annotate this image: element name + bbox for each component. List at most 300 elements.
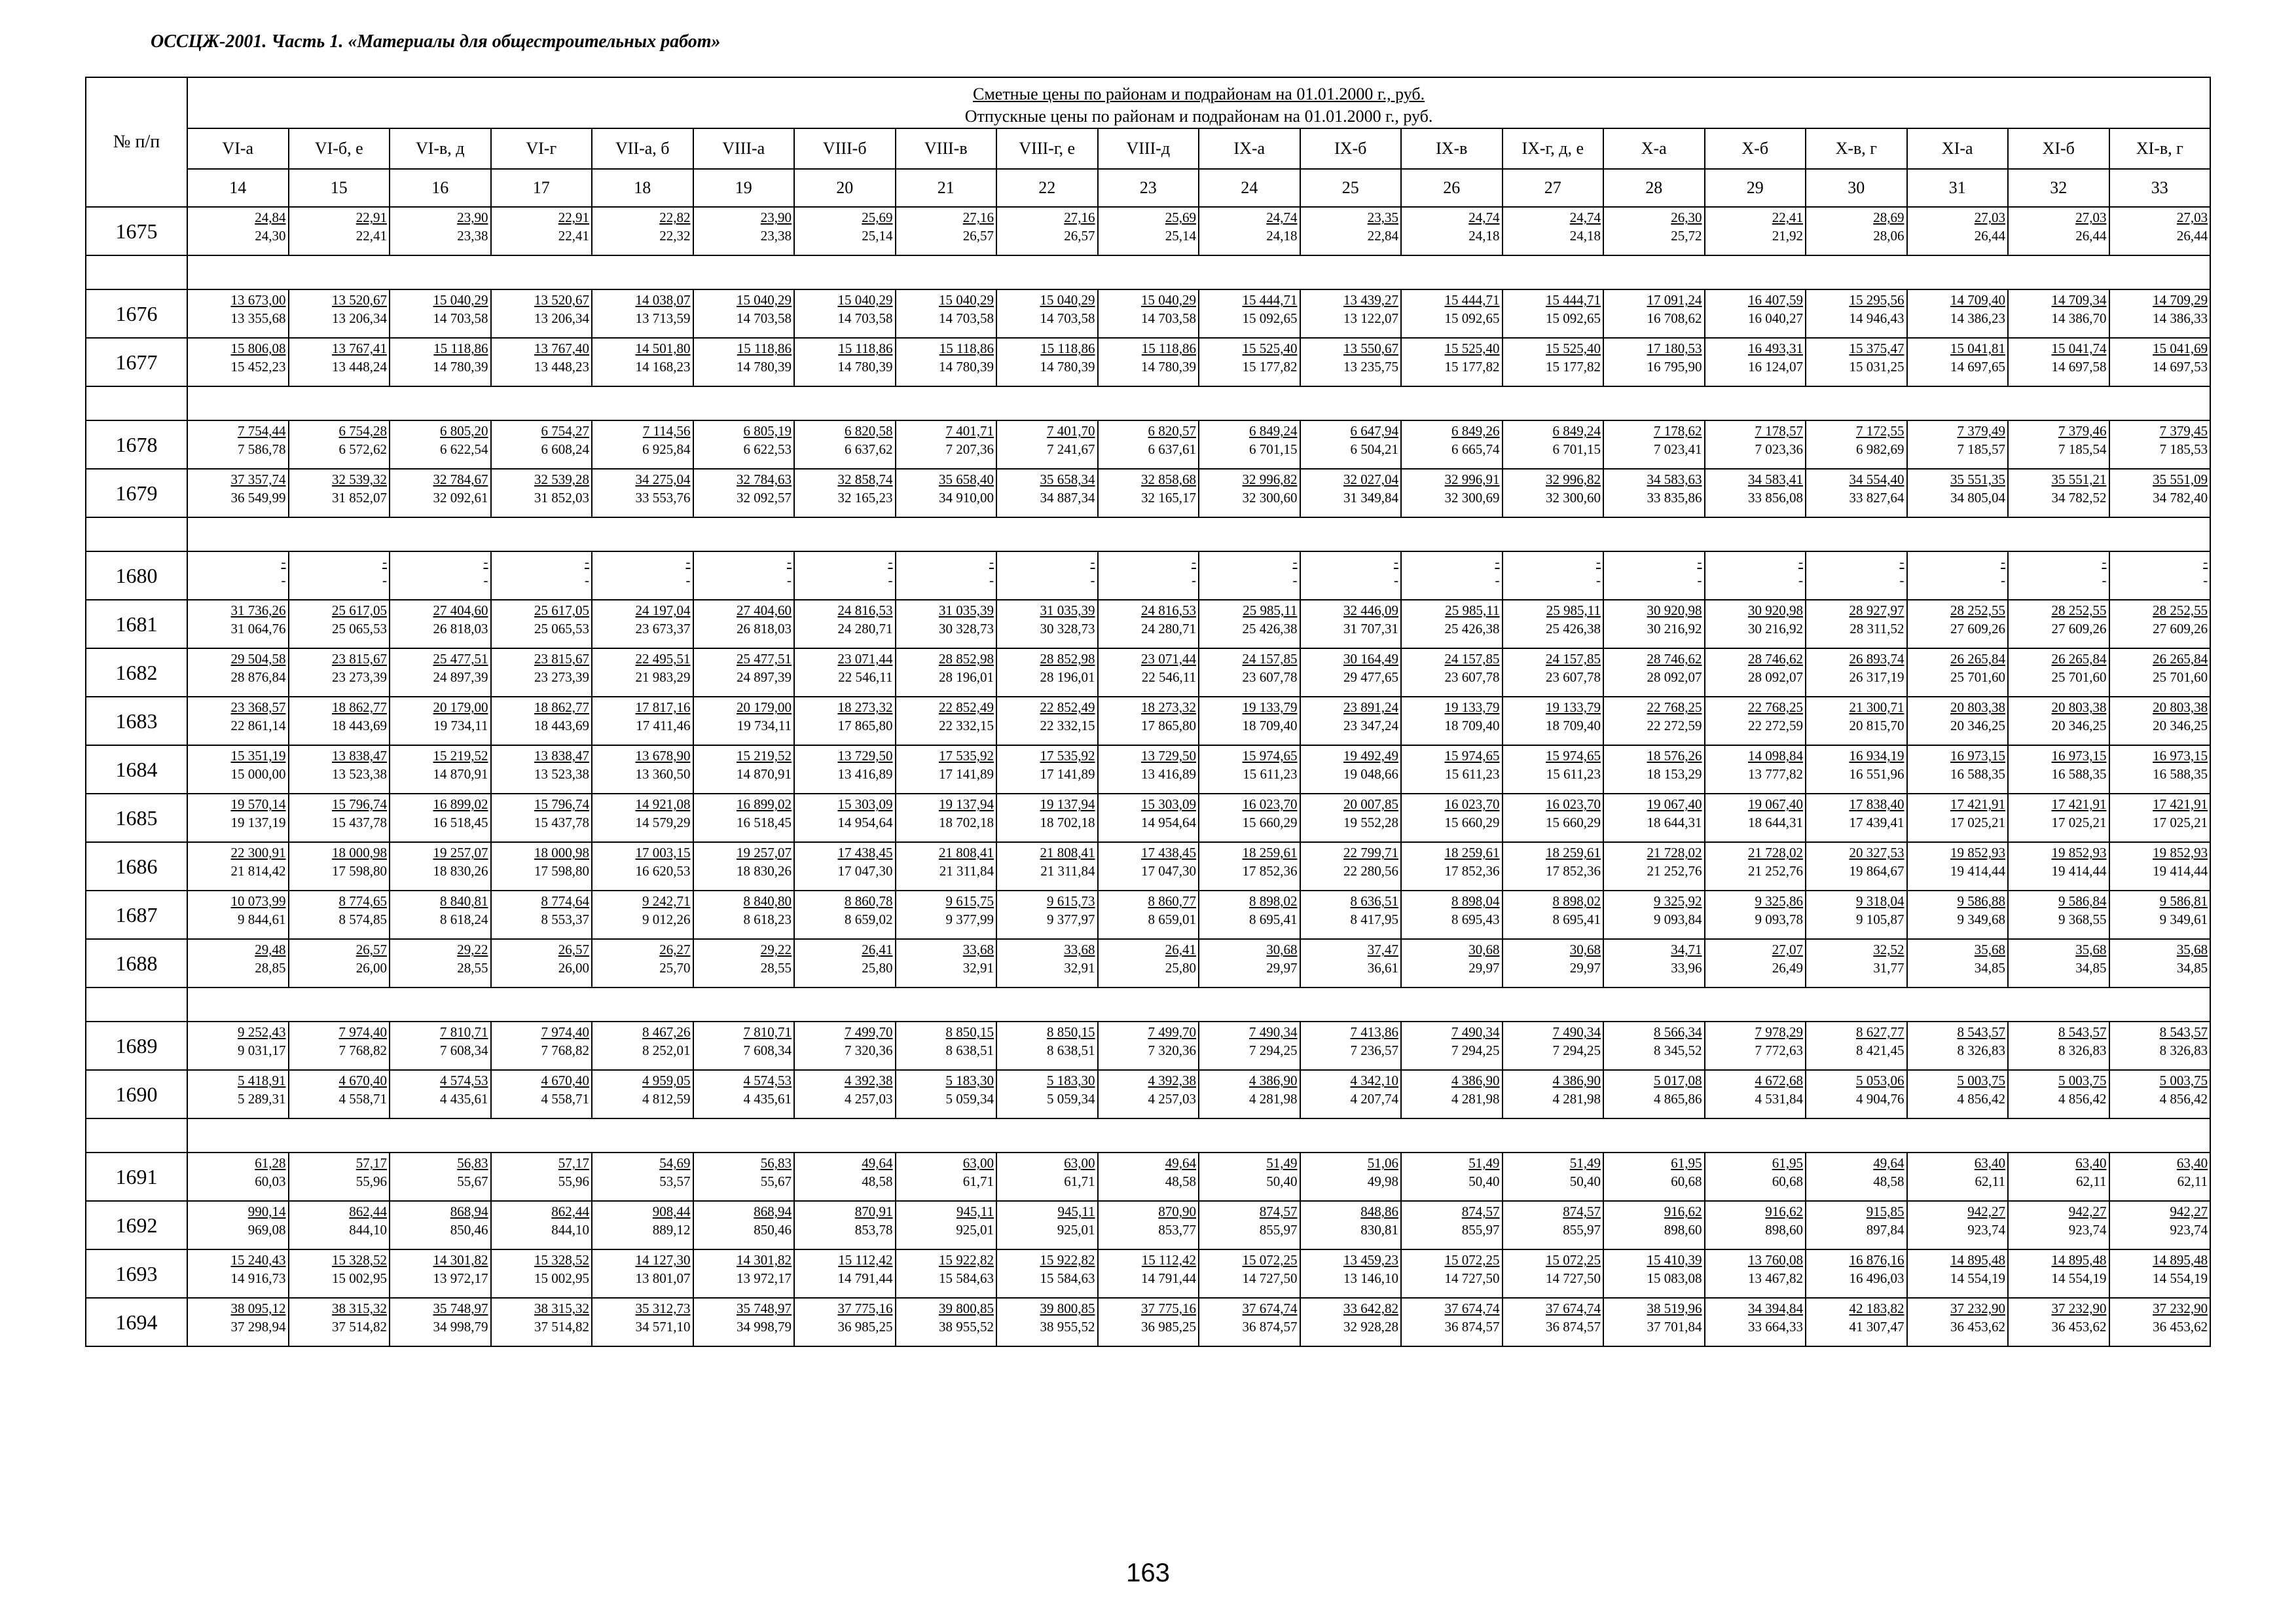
release-price: 23 607,78 [1444,669,1500,685]
release-price: 23 273,39 [332,669,387,685]
estimated-price: 16 973,15 [1950,748,2005,764]
price-cell [1806,939,1907,987]
estimated-price: 31 035,39 [939,602,994,618]
estimated-price: 34 394,84 [1748,1301,1803,1316]
price-cell [996,939,1098,987]
release-price: 8 638,51 [945,1043,994,1058]
estimated-price: 8 543,57 [2159,1024,2208,1040]
price-cell [2008,842,2109,891]
price-cell [187,648,289,697]
blank-row [86,987,2210,1022]
price-cell [390,1153,491,1201]
release-price: 4 856,42 [2058,1091,2107,1107]
price-cell [693,697,795,745]
price-cell [187,697,289,745]
estimated-price: 19 133,79 [1444,699,1500,715]
estimated-price: 32 027,04 [1343,471,1398,487]
price-cell [1401,745,1503,794]
row-number: 1688 [86,939,187,987]
price-cell [390,469,491,517]
release-price: 16 795,90 [1647,359,1702,375]
price-cell [1503,420,1604,469]
price-cell [693,551,795,600]
price-cell [1300,600,1402,648]
price-cell [896,697,997,745]
release-price: 36 985,25 [1141,1319,1196,1335]
estimated-price: 13 838,47 [332,748,387,764]
price-cell [1603,1153,1705,1201]
release-price: 7 768,82 [541,1043,589,1058]
price-cell [491,551,592,600]
release-price: 14 727,50 [1242,1270,1298,1286]
release-price: 24,18 [1569,228,1601,244]
release-price: 23 347,24 [1343,718,1398,733]
release-price: 13 235,75 [1343,359,1398,375]
release-price: 24,18 [1468,228,1500,244]
price-cell [491,1022,592,1070]
price-cell [1806,551,1907,600]
price-cell [794,939,896,987]
price-cell [896,289,997,338]
price-cell [1806,891,1907,939]
price-cell [2109,842,2211,891]
price-cell [592,207,693,255]
price-cell [1401,1201,1503,1249]
region-header: VII-а, б [592,128,693,169]
estimated-price: 7 401,71 [945,423,994,439]
column-number: 18 [592,169,693,207]
price-cell [794,338,896,386]
row-number: 1684 [86,745,187,794]
region-header: X-а [1603,128,1705,169]
release-price: 37 298,94 [230,1319,286,1335]
price-cell [390,551,491,600]
estimated-price: 15 410,39 [1647,1252,1702,1268]
price-cell [390,420,491,469]
estimated-price: 870,90 [1158,1204,1196,1219]
estimated-price: - [2001,554,2005,570]
price-cell [693,745,795,794]
release-price: 14 727,50 [1546,1270,1601,1286]
estimated-price: 17 817,16 [635,699,691,715]
price-cell [2008,1153,2109,1201]
release-price: 18 644,31 [1647,815,1702,830]
estimated-price: 8 774,65 [338,893,387,909]
release-price: 8 659,01 [1148,912,1196,927]
release-price: 25 701,60 [2153,669,2208,685]
release-price: 8 695,41 [1249,912,1298,927]
price-cell [1603,1298,1705,1346]
estimated-price: 8 860,77 [1148,893,1196,909]
price-cell [289,289,390,338]
estimated-price: 56,83 [760,1155,792,1171]
release-price: 36 874,57 [1546,1319,1601,1335]
price-cell [1705,1022,1806,1070]
price-cell [592,1201,693,1249]
release-price: 26,44 [2075,228,2107,244]
price-cell [1806,600,1907,648]
release-price: 7 608,34 [440,1043,488,1058]
release-price: 18 443,69 [534,718,589,733]
estimated-price: 8 467,26 [642,1024,691,1040]
price-cell [2008,648,2109,697]
release-price: - [1394,572,1398,588]
release-price: 8 553,37 [541,912,589,927]
price-cell [1098,794,1199,842]
estimated-price: 862,44 [349,1204,387,1219]
release-price: 14 554,19 [1950,1270,2005,1286]
estimated-price: 6 849,26 [1451,423,1500,439]
release-price: 6 637,61 [1148,441,1196,457]
price-cell [996,794,1098,842]
estimated-price: 28 927,97 [1849,602,1904,618]
estimated-price: 874,57 [1461,1204,1500,1219]
price-cell [1503,891,1604,939]
blank-row [86,1118,2210,1153]
price-cell [1199,1298,1300,1346]
estimated-price: 15 303,09 [837,796,893,812]
price-cell [1603,289,1705,338]
price-cell [693,469,795,517]
blank-cell [187,255,2210,289]
release-price: 19 864,67 [1849,863,1904,879]
estimated-price: 30 164,49 [1343,651,1398,667]
estimated-price: 22 852,49 [1040,699,1095,715]
estimated-price: 26,57 [558,942,589,957]
estimated-price: 15 240,43 [230,1252,286,1268]
price-cell [794,600,896,648]
table-row [86,338,2210,386]
price-cell [794,891,896,939]
price-cell [693,939,795,987]
estimated-price: 15 974,65 [1546,748,1601,764]
price-cell [1705,289,1806,338]
estimated-price: 24,74 [1468,210,1500,225]
row-number: 1692 [86,1201,187,1249]
estimated-price: 30,68 [1468,942,1500,957]
release-price: 7 294,25 [1552,1043,1601,1058]
estimated-price: 6 647,94 [1350,423,1398,439]
release-price: 34 782,40 [2153,490,2208,506]
price-cell [693,891,795,939]
estimated-price: 14 895,48 [1950,1252,2005,1268]
region-header: VI-г [491,128,592,169]
release-price: 25 065,53 [332,621,387,637]
price-cell [289,1022,390,1070]
estimated-price: 28 746,62 [1748,651,1803,667]
price-cell [289,1249,390,1298]
release-price: 26,49 [1772,960,1803,976]
estimated-price: 15 118,86 [838,341,893,356]
estimated-price: 32 539,28 [534,471,589,487]
release-price: 889,12 [652,1222,691,1238]
price-cell [1907,207,2009,255]
table-row [86,648,2210,697]
price-cell [592,1153,693,1201]
estimated-price: 7 974,40 [541,1024,589,1040]
blank-cell [86,1118,187,1153]
release-price: 25,14 [862,228,893,244]
estimated-price: 23 891,24 [1343,699,1398,715]
price-cell [794,1298,896,1346]
estimated-price: 42 183,82 [1849,1301,1904,1316]
price-cell [1098,1249,1199,1298]
release-price: 21 814,42 [230,863,286,879]
price-cell [1603,794,1705,842]
table-row [86,1249,2210,1298]
release-price: 18 709,40 [1444,718,1500,733]
price-cell [1907,745,2009,794]
release-price: 8 417,95 [1350,912,1398,927]
price-cell [1705,891,1806,939]
release-price: 16 518,45 [433,815,488,830]
estimated-price: 20 179,00 [433,699,488,715]
estimated-price: 37 232,90 [1950,1301,2005,1316]
column-number: 21 [896,169,997,207]
blank-cell [86,987,187,1022]
estimated-price: - [2203,554,2208,570]
price-cell [1907,1249,2009,1298]
estimated-price: 7 978,29 [1755,1024,1803,1040]
price-cell [592,842,693,891]
estimated-price: 14 709,29 [2153,292,2208,308]
release-price: 19 734,11 [433,718,488,733]
estimated-price: 13 760,08 [1748,1252,1803,1268]
estimated-price: 8 566,34 [1654,1024,1702,1040]
estimated-price: 23 368,57 [230,699,286,715]
estimated-price: - [1697,554,1702,570]
price-cell [2109,1249,2211,1298]
release-price: 13 467,82 [1748,1270,1803,1286]
estimated-price: 23 815,67 [332,651,387,667]
estimated-price: 4 392,38 [1148,1073,1196,1088]
release-price: 29 477,65 [1343,669,1398,685]
price-cell [2109,648,2211,697]
estimated-price: - [989,554,994,570]
estimated-price: 15 040,29 [1040,292,1095,308]
estimated-price: 13 673,00 [230,292,286,308]
release-price: 28 196,01 [939,669,994,685]
release-price: 14 870,91 [737,766,792,782]
price-cell [996,1249,1098,1298]
price-cell [1603,551,1705,600]
estimated-price: 5 017,08 [1654,1073,1702,1088]
price-cell [693,289,795,338]
release-price: 32,91 [962,960,994,976]
estimated-price: 63,40 [1974,1155,2005,1171]
estimated-price: - [382,554,387,570]
estimated-price: 19 133,79 [1546,699,1601,715]
price-cell [1401,1249,1503,1298]
release-price: 20 815,70 [1849,718,1904,733]
price-cell [1806,420,1907,469]
table-row [86,551,2210,600]
release-price: 6 608,24 [541,441,589,457]
release-price: 8 618,24 [440,912,488,927]
price-cell [289,600,390,648]
release-price: 6 637,62 [845,441,893,457]
estimated-price: 9 615,73 [1047,893,1095,909]
price-cell [187,338,289,386]
price-cell [1705,338,1806,386]
release-price: 16 588,35 [1950,766,2005,782]
price-cell [491,1298,592,1346]
price-cell [1603,600,1705,648]
price-cell [996,648,1098,697]
release-price: 17 852,36 [1242,863,1298,879]
region-header: IX-в [1401,128,1503,169]
release-price: 17 598,80 [534,863,589,879]
estimated-price: 7 499,70 [845,1024,893,1040]
estimated-price: 18 862,77 [534,699,589,715]
price-cell [693,1022,795,1070]
estimated-price: 15 072,25 [1242,1252,1298,1268]
release-price: 18 709,40 [1242,718,1298,733]
row-number: 1693 [86,1249,187,1298]
price-cell [1098,207,1199,255]
column-number: 17 [491,169,592,207]
estimated-price: 18 259,61 [1444,845,1500,860]
price-cell [491,1070,592,1118]
release-price: 48,58 [862,1173,893,1189]
price-cell [1098,600,1199,648]
estimated-price: 24 157,85 [1242,651,1298,667]
release-price: - [483,572,488,588]
estimated-price: 19 133,79 [1242,699,1298,715]
estimated-price: 30 920,98 [1647,602,1702,618]
estimated-price: 16 973,15 [2051,748,2107,764]
estimated-price: 35 748,97 [737,1301,792,1316]
price-cell [1199,469,1300,517]
estimated-price: 916,62 [1765,1204,1803,1219]
estimated-price: 28 852,98 [939,651,994,667]
price-cell [491,469,592,517]
estimated-price: 20 179,00 [737,699,792,715]
release-price: 15 002,95 [332,1270,387,1286]
estimated-price: 874,57 [1563,1204,1601,1219]
column-number: 27 [1503,169,1604,207]
price-cell [794,1153,896,1201]
price-cell [2109,1022,2211,1070]
release-price: 21 252,76 [1647,863,1702,879]
column-number: 28 [1603,169,1705,207]
table-title [187,77,2210,128]
price-cell [1098,1022,1199,1070]
estimated-price: 28 746,62 [1647,651,1702,667]
release-price: - [888,572,893,588]
release-price: 14 697,53 [2153,359,2208,375]
price-cell [1907,1022,2009,1070]
price-cell [1603,1022,1705,1070]
price-cell [1705,842,1806,891]
release-price: 25,80 [862,960,893,976]
estimated-price: 4 672,68 [1755,1073,1803,1088]
estimated-price: 39 800,85 [1040,1301,1095,1316]
estimated-price: 15 040,29 [939,292,994,308]
release-price: 18 153,29 [1647,766,1702,782]
price-cell [1300,1022,1402,1070]
release-price: 17 141,89 [1040,766,1095,782]
estimated-price: 8 840,80 [743,893,792,909]
release-price: 32 165,23 [837,490,893,506]
estimated-price: 22 768,25 [1647,699,1702,715]
release-price: 13 801,07 [635,1270,691,1286]
price-cell [1098,842,1199,891]
price-cell [1300,939,1402,987]
release-price: 22 332,15 [939,718,994,733]
estimated-price: 15 040,29 [737,292,792,308]
price-cell [794,842,896,891]
estimated-price: 18 000,98 [534,845,589,860]
estimated-price: 49,64 [1873,1155,1904,1171]
estimated-price: 7 114,56 [642,423,691,439]
release-price: 14 554,19 [2153,1270,2208,1286]
release-price: 28,06 [1873,228,1904,244]
price-cell [794,1070,896,1118]
estimated-price: 25,69 [862,210,893,225]
release-price: 30 216,92 [1748,621,1803,637]
estimated-price: 26 265,84 [2051,651,2107,667]
price-cell [187,551,289,600]
estimated-price: 18 259,61 [1242,845,1298,860]
price-cell [1907,1153,2009,1201]
row-number: 1681 [86,600,187,648]
estimated-price: 7 754,44 [238,423,286,439]
release-price: 15 092,65 [1242,310,1298,326]
price-cell [1199,794,1300,842]
release-price: 6 925,84 [642,441,691,457]
estimated-price: 33 642,82 [1343,1301,1398,1316]
release-price: 23 607,78 [1546,669,1601,685]
release-price: 5 289,31 [238,1091,286,1107]
release-price: 36,61 [1367,960,1398,976]
price-cell [2109,338,2211,386]
price-cell [390,1022,491,1070]
release-price: 32 300,60 [1546,490,1601,506]
column-number: 25 [1300,169,1402,207]
price-cell [289,420,390,469]
estimated-price: 22 768,25 [1748,699,1803,715]
price-cell [794,1022,896,1070]
estimated-price: 15 444,71 [1546,292,1601,308]
price-cell [592,745,693,794]
price-cell [491,600,592,648]
release-price: 7 185,53 [2159,441,2208,457]
price-cell [996,207,1098,255]
release-price: 14 780,39 [737,359,792,375]
release-price: 850,46 [450,1222,488,1238]
estimated-price: 4 342,10 [1350,1073,1398,1088]
price-cell [1401,891,1503,939]
estimated-price: 15 112,42 [1141,1252,1196,1268]
price-cell [390,1201,491,1249]
release-price: 14 386,70 [2051,310,2107,326]
release-price: 32 928,28 [1343,1319,1398,1335]
release-price: 17 047,30 [837,863,893,879]
estimated-price: - [1292,554,1298,570]
estimated-price: 23,90 [760,210,792,225]
release-price: 17 852,36 [1444,863,1500,879]
release-price: 5 059,34 [1047,1091,1095,1107]
price-cell [289,697,390,745]
release-price: 4 207,74 [1350,1091,1398,1107]
estimated-price: 20 007,85 [1343,796,1398,812]
release-price: 60,68 [1772,1173,1803,1189]
release-price: 19 414,44 [2153,863,2208,879]
estimated-price: 28 252,55 [2153,602,2208,618]
release-price: 18 830,26 [737,863,792,879]
release-price: 26 317,19 [1849,669,1904,685]
